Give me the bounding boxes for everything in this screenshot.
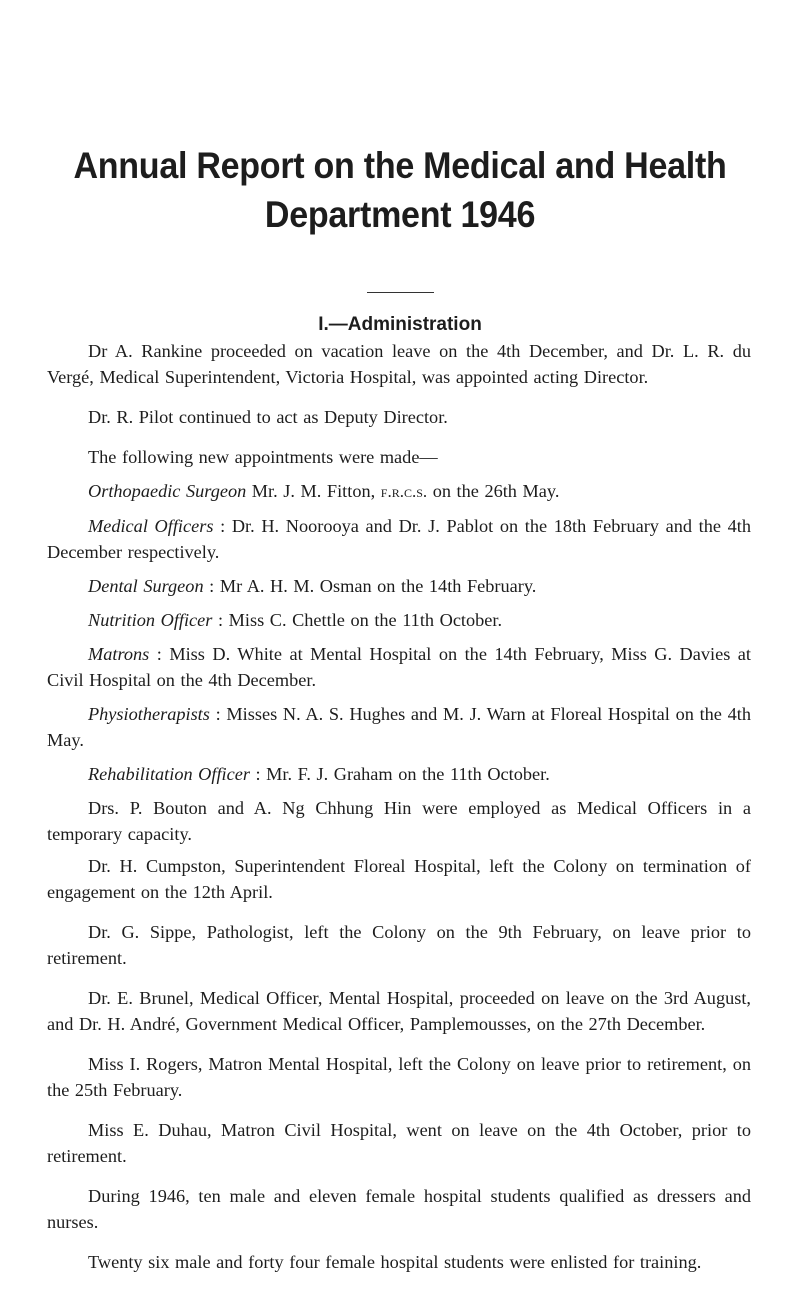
appointment-rehabilitation-officer: [47, 761, 751, 787]
appointment-text: : Mr A. H. M. Osman on the 14th February.: [203, 576, 537, 596]
paragraph-duhau: Miss E. Duhau, Matron Civil Hospital, went on leave on the 4th October, prior to retirement.: [47, 1120, 751, 1166]
appointment-role: Physiotherapists: [88, 704, 210, 724]
paragraph-brunel-andre: Dr. E. Brunel, Medical Officer, Mental Hospital, proceeded on leave on the 3rd August, and Dr. H. André, Government Medical Officer, Pamplemousses, on the 27th December.: [47, 988, 751, 1034]
appointment-medical-officers: [47, 513, 751, 565]
paragraph-rankine-leave: Dr A. Rankine proceeded on vacation leave on the 4th December, and Dr. L. R. du Vergé, Medical Superintendent, Victoria Hospital, was appointed acting Director.: [47, 341, 751, 387]
report-title-line-1: Annual Report on the Medical and Health: [73, 145, 727, 186]
paragraph-appointments-intro: The following new appointments were made—: [88, 447, 438, 467]
report-body: [47, 338, 751, 1289]
appointment-role: Nutrition Officer: [88, 610, 213, 630]
appointment-text: : Mr. F. J. Graham on the 11th October.: [249, 764, 550, 784]
appointment-text: : Miss C. Chettle on the 11th October.: [212, 610, 503, 630]
paragraph-deputy-director: Dr. R. Pilot continued to act as Deputy Director.: [88, 407, 448, 427]
appointment-dental-surgeon: [47, 573, 751, 599]
title-divider: [367, 292, 434, 293]
report-title-line-2: Department 1946: [264, 194, 536, 235]
appointment-role: Orthopaedic Surgeon: [88, 481, 247, 501]
appointment-matrons: [47, 641, 751, 693]
paragraph-students-qualified: During 1946, ten male and eleven female hospital students qualified as dressers and nurses.: [47, 1186, 751, 1232]
paragraph-sippe: Dr. G. Sippe, Pathologist, left the Colony on the 9th February, on leave prior to retirement.: [47, 922, 751, 968]
appointment-text: : Dr. H. Noorooya and Dr. J. Pablot on the 18th February and the 4th December respectively.: [47, 516, 751, 562]
appointment-nutrition-officer: [47, 607, 751, 633]
appointment-text: : Misses N. A. S. Hughes and M. J. Warn at Floreal Hospital on the 4th May.: [47, 704, 751, 750]
appointment-text: on the 26th May.: [427, 481, 560, 501]
paragraph-rogers: Miss I. Rogers, Matron Mental Hospital, left the Colony on leave prior to retirement, on the 25th February.: [47, 1054, 751, 1100]
appointment-role: Rehabilitation Officer: [88, 764, 250, 784]
paragraph-temporary-officers: Drs. P. Bouton and A. Ng Chhung Hin were employed as Medical Officers in a temporary capacity.: [47, 798, 751, 844]
appointment-role: Dental Surgeon: [88, 576, 204, 596]
appointment-text: : Miss D. White at Mental Hospital on the 14th February, Miss G. Davies at Civil Hospital on the 4th December.: [47, 644, 751, 690]
appointment-orthopaedic-surgeon: [47, 478, 751, 505]
appointment-physiotherapists: [47, 701, 751, 753]
paragraph-cumpston: Dr. H. Cumpston, Superintendent Floreal Hospital, left the Colony on termination of engagement on the 12th April.: [47, 856, 751, 902]
appointment-text: Mr. J. M. Fitton,: [246, 481, 381, 501]
appointment-role: Medical Officers: [88, 516, 214, 536]
paragraph-students-enlisted: Twenty six male and forty four female hospital students were enlisted for training.: [88, 1252, 702, 1272]
section-heading: I.—Administration: [318, 314, 482, 335]
appointment-qualification: f.r.c.s.: [380, 482, 428, 501]
appointment-role: Matrons: [88, 644, 150, 664]
